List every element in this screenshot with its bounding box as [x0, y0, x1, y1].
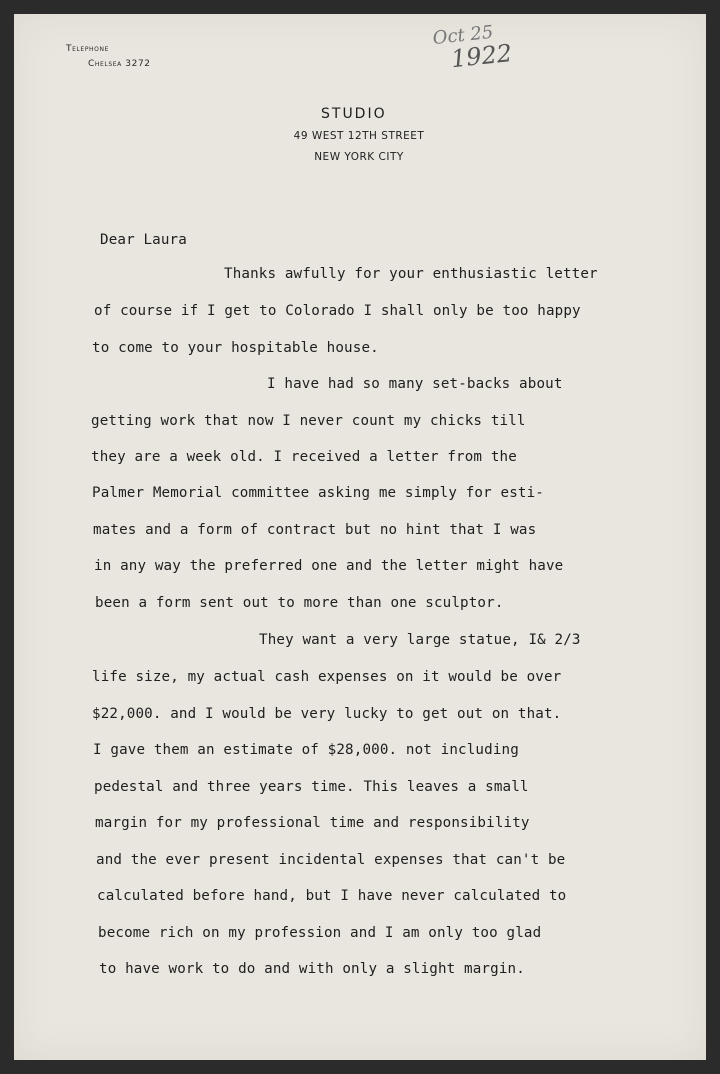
letter-line: they are a week old. I received a letter from the [91, 449, 517, 465]
letter-line: to come to your hospitable house. [92, 340, 379, 356]
letter-line: $22,000. and I would be very lucky to get out on that. [92, 706, 562, 722]
salutation: Dear Laura [100, 232, 187, 248]
letter-page [14, 14, 706, 1060]
letter-line: and the ever present incidental expenses that can't be [96, 852, 566, 868]
studio-city: NEW YORK CITY [314, 151, 404, 163]
letter-line: I gave them an estimate of $28,000. not including [93, 742, 519, 758]
letter-line: Palmer Memorial committee asking me simply for esti- [92, 485, 544, 501]
pencil-date-line1: Oct 25 [431, 21, 495, 50]
telephone-label: Telephone [66, 44, 109, 54]
letter-line: They want a very large statue, I& 2/3 [259, 632, 581, 648]
letter-line: become rich on my profession and I am only too glad [98, 925, 542, 941]
letter-line: I have had so many set-backs about [267, 376, 563, 392]
letter-line: getting work that now I never count my chicks till [91, 413, 526, 429]
letter-line: margin for my professional time and responsibility [95, 815, 530, 831]
letter-body [14, 14, 706, 1060]
letter-line: life size, my actual cash expenses on it would be over [92, 669, 562, 685]
letter-line: Thanks awfully for your enthusiastic letter [224, 266, 598, 282]
letter-line: to have work to do and with only a slight margin. [99, 961, 525, 977]
letter-line: mates and a form of contract but no hint that I was [93, 522, 537, 538]
letter-line: calculated before hand, but I have never calculated to [97, 888, 567, 904]
telephone-number: Chelsea 3272 [88, 59, 151, 69]
letter-line: in any way the preferred one and the letter might have [94, 558, 564, 574]
studio-address: 49 WEST 12TH STREET [293, 130, 425, 142]
letter-line: been a form sent out to more than one sculptor. [95, 595, 504, 611]
letter-line: pedestal and three years time. This leaves a small [94, 779, 529, 795]
pencil-date-line2: 1922 [449, 38, 514, 74]
studio-title: STUDIO [321, 106, 387, 122]
letter-line: of course if I get to Colorado I shall only be too happy [94, 303, 581, 319]
